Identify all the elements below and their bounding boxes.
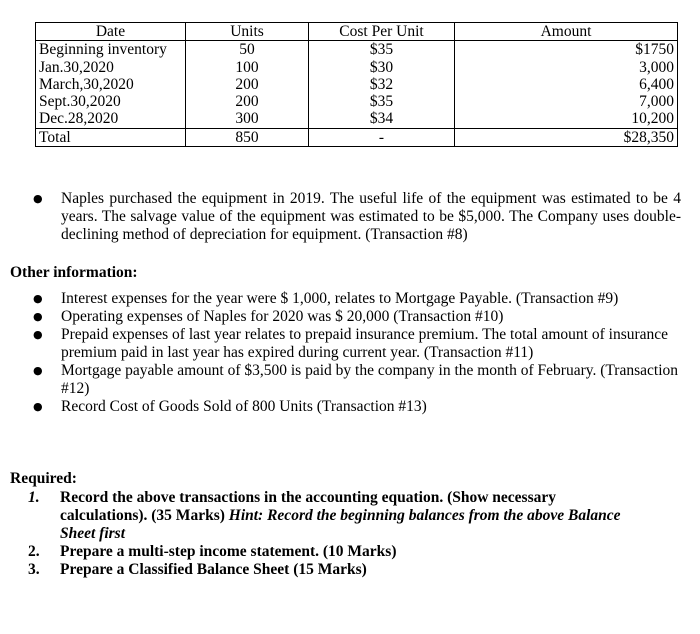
- inventory-table: [35, 22, 678, 147]
- list-item: [28, 543, 628, 561]
- item-number: 2.: [28, 543, 40, 560]
- cell-amount: 7,000: [455, 93, 678, 110]
- cell-units: 300: [186, 110, 309, 128]
- cell-cost: $34: [309, 110, 455, 128]
- equipment-bullet-list: [33, 190, 681, 244]
- header-units: Units: [186, 23, 309, 41]
- total-units: 850: [186, 128, 309, 146]
- cell-amount: 6,400: [455, 76, 678, 93]
- header-date: Date: [36, 23, 186, 41]
- cell-units: 200: [186, 93, 309, 110]
- cell-date: Jan.30,2020: [36, 59, 186, 76]
- cell-cost: $32: [309, 76, 455, 93]
- cell-amount: 3,000: [455, 59, 678, 76]
- bullet-icon: ●: [33, 292, 43, 305]
- other-information-list: [33, 290, 683, 416]
- item-text: Prepaid expenses of last year relates to prepaid insurance premium. The total amount of insurance premium paid in last year has expired during current year. (Transaction #11): [61, 326, 669, 361]
- list-item: [33, 362, 683, 398]
- bullet-icon: ●: [33, 192, 43, 205]
- cell-units: 100: [186, 59, 309, 76]
- header-amount: Amount: [455, 23, 678, 41]
- total-amount: $28,350: [455, 128, 678, 146]
- required-list: [28, 489, 628, 579]
- table-row: [36, 41, 678, 59]
- list-item: [33, 398, 683, 416]
- bullet-icon: ●: [33, 310, 43, 323]
- item-number: 1.: [28, 489, 40, 506]
- item-text: Record the above transactions in the accounting equation. (Show necessary calculations). (35 Marks): [60, 489, 556, 524]
- list-item: [33, 290, 683, 308]
- table-row: [36, 93, 678, 110]
- equipment-text: Naples purchased the equipment in 2019. The useful life of the equipment was estimated to be 4 years. The salvage value of the equipment was estimated to be $5,000. The Company uses double-declining method of depreciation for equipment. (Transaction #8): [61, 190, 681, 243]
- cell-amount: $1750: [455, 41, 678, 59]
- item-text: Operating expenses of Naples for 2020 was $ 20,000 (Transaction #10): [61, 308, 504, 325]
- required-heading: Required:: [10, 470, 77, 487]
- cell-date: Sept.30,2020: [36, 93, 186, 110]
- item-text: Mortgage payable amount of $3,500 is paid by the company in the month of February. (Transaction #12): [61, 362, 679, 397]
- cell-cost: $35: [309, 93, 455, 110]
- total-cost: -: [309, 128, 455, 146]
- cell-cost: $35: [309, 41, 455, 59]
- item-text: Prepare a multi-step income statement. (10 Marks): [60, 543, 397, 560]
- table-header-row: [36, 23, 678, 41]
- cell-amount: 10,200: [455, 110, 678, 128]
- cell-units: 50: [186, 41, 309, 59]
- list-item: [33, 190, 681, 244]
- table-row: [36, 76, 678, 93]
- header-cost-per-unit: Cost Per Unit: [309, 23, 455, 41]
- cell-units: 200: [186, 76, 309, 93]
- table-row: [36, 59, 678, 76]
- list-item: [33, 308, 683, 326]
- cell-date: Dec.28,2020: [36, 110, 186, 128]
- list-item: [33, 326, 683, 362]
- list-item: [28, 489, 628, 543]
- bullet-icon: ●: [33, 328, 43, 341]
- item-hint: Hint: Record the beginning balances from the above Balance Sheet first: [60, 507, 621, 542]
- bullet-icon: ●: [33, 400, 43, 413]
- cell-date: Beginning inventory: [36, 41, 186, 59]
- table-total-row: [36, 128, 678, 146]
- list-item: [28, 561, 628, 579]
- total-label: Total: [36, 128, 186, 146]
- cell-date: March,30,2020: [36, 76, 186, 93]
- table-row: [36, 110, 678, 128]
- item-text: Interest expenses for the year were $ 1,000, relates to Mortgage Payable. (Transaction #9): [61, 290, 619, 307]
- item-number: 3.: [28, 561, 40, 578]
- cell-cost: $30: [309, 59, 455, 76]
- other-information-heading: Other information:: [10, 264, 138, 281]
- bullet-icon: ●: [33, 364, 43, 377]
- item-text: Prepare a Classified Balance Sheet (15 Marks): [60, 561, 367, 578]
- item-text: Record Cost of Goods Sold of 800 Units (Transaction #13): [61, 398, 427, 415]
